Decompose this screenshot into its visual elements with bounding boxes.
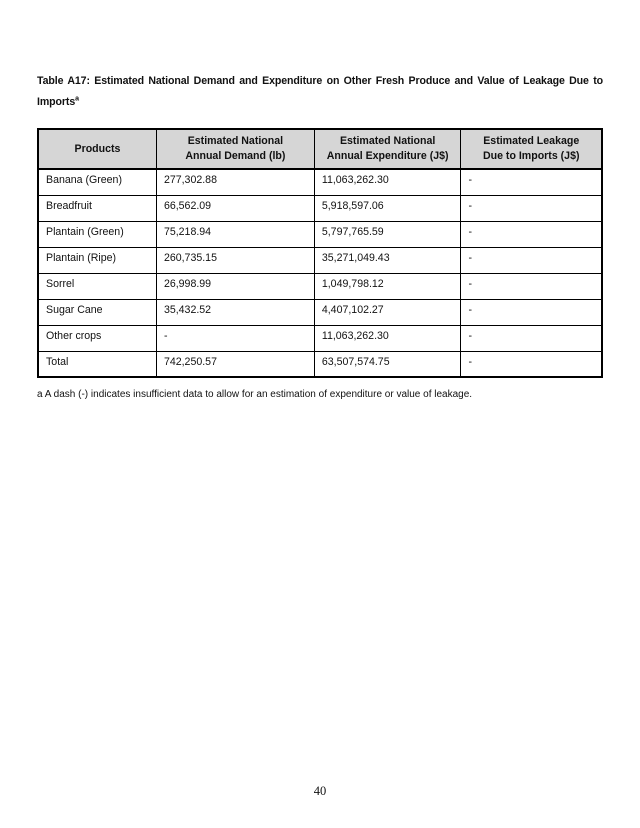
column-header-products — [38, 129, 156, 169]
table-row — [38, 351, 602, 377]
table-row — [38, 273, 602, 299]
leakage-cell: - — [461, 169, 602, 195]
column-header-line2: Annual Demand (lb) — [185, 150, 286, 162]
leakage-cell: - — [461, 195, 602, 221]
table-title-text: Table A17: Estimated National Demand and Expenditure on Other Fresh Produce and Value of Leakage Due to Imports — [37, 75, 603, 108]
demand-cell: 35,432.52 — [156, 299, 314, 325]
table-row — [38, 325, 602, 351]
demand-cell: 26,998.99 — [156, 273, 314, 299]
column-header-line1: Products — [74, 142, 121, 155]
expenditure-cell: 5,797,765.59 — [314, 221, 461, 247]
leakage-cell: - — [461, 221, 602, 247]
table-row — [38, 195, 602, 221]
demand-expenditure-table — [37, 128, 603, 378]
leakage-cell: - — [461, 299, 602, 325]
demand-cell: 277,302.88 — [156, 169, 314, 195]
product-cell: Sorrel — [38, 273, 156, 299]
product-cell: Banana (Green) — [38, 169, 156, 195]
column-header-expenditure — [314, 129, 461, 169]
demand-cell: 260,735.15 — [156, 247, 314, 273]
expenditure-cell: 63,507,574.75 — [314, 351, 461, 377]
column-header-line1: Estimated National — [187, 135, 284, 147]
product-cell: Breadfruit — [38, 195, 156, 221]
leakage-cell: - — [461, 351, 602, 377]
demand-cell: 66,562.09 — [156, 195, 314, 221]
leakage-cell: - — [461, 273, 602, 299]
table-row — [38, 221, 602, 247]
expenditure-cell: 5,918,597.06 — [314, 195, 461, 221]
column-header-line1: Estimated Leakage — [483, 135, 580, 147]
table-title — [37, 71, 603, 113]
product-cell: Plantain (Green) — [38, 221, 156, 247]
expenditure-cell: 1,049,798.12 — [314, 273, 461, 299]
demand-cell: 75,218.94 — [156, 221, 314, 247]
expenditure-cell: 11,063,262.30 — [314, 169, 461, 195]
column-header-line2: Annual Expenditure (J$) — [326, 150, 449, 162]
table-row — [38, 299, 602, 325]
demand-cell: - — [156, 325, 314, 351]
product-cell: Plantain (Ripe) — [38, 247, 156, 273]
table-row — [38, 247, 602, 273]
leakage-cell: - — [461, 247, 602, 273]
leakage-cell: - — [461, 325, 602, 351]
expenditure-cell: 4,407,102.27 — [314, 299, 461, 325]
product-cell: Other crops — [38, 325, 156, 351]
demand-cell: 742,250.57 — [156, 351, 314, 377]
column-header-line1: Estimated National — [339, 135, 436, 147]
column-header-demand — [156, 129, 314, 169]
document-page-content — [37, 71, 603, 402]
title-superscript: a — [75, 95, 79, 103]
column-header-line2: Due to Imports (J$) — [482, 150, 580, 162]
table-footnote: a A dash (-) indicates insufficient data to allow for an estimation of expenditure or value of leakage. — [37, 389, 473, 400]
product-cell: Sugar Cane — [38, 299, 156, 325]
expenditure-cell: 35,271,049.43 — [314, 247, 461, 273]
expenditure-cell: 11,063,262.30 — [314, 325, 461, 351]
page-number: 40 — [313, 784, 327, 798]
header-row — [38, 129, 602, 169]
table-row — [38, 169, 602, 195]
product-cell: Total — [38, 351, 156, 377]
column-header-leakage — [461, 129, 602, 169]
